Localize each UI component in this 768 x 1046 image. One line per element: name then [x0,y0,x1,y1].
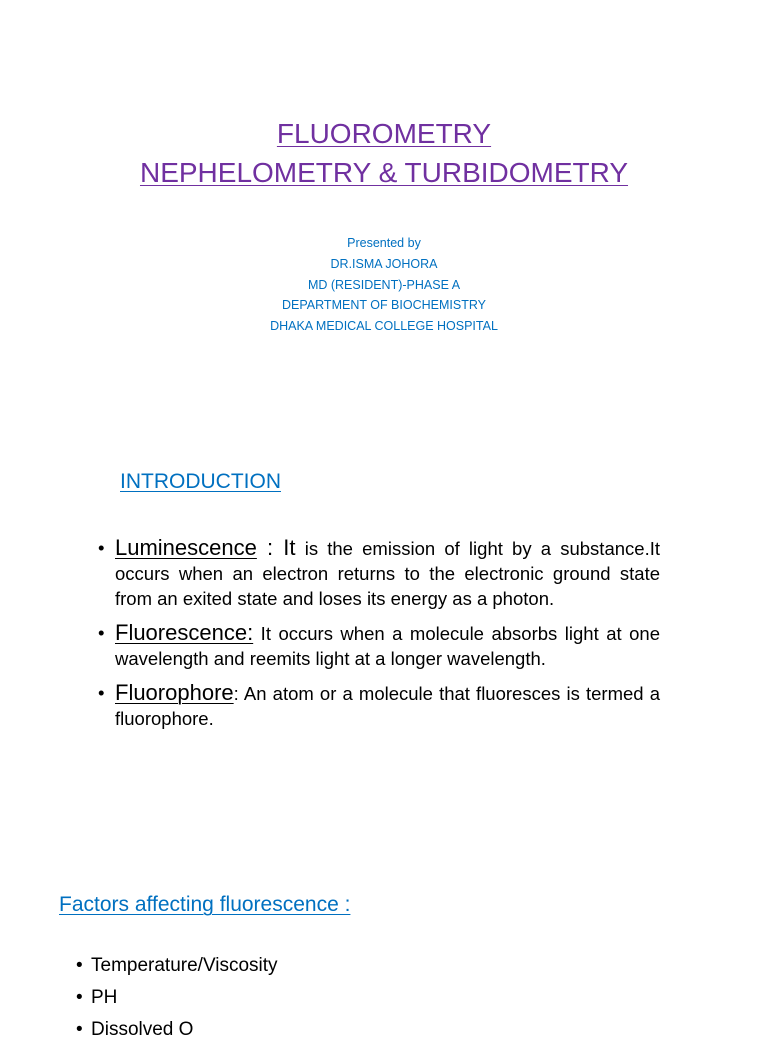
introduction-bullet-list [98,535,660,740]
term-lead: It [283,535,296,560]
factor-ph: PH [91,987,118,1008]
bullet-fluorescence [98,620,660,671]
factor-item [76,1014,278,1046]
factors-list [76,950,278,1046]
bullet-icon: • [98,622,105,643]
bullet-luminescence [98,535,660,611]
term-fluorophore: Fluorophore [115,680,234,705]
definition-fluorescence: It occurs when a molecule absorbs light at one wavelength and reemits light at a longer wavelength. [115,623,660,669]
definition-fluorophore: : An atom or a molecule that fluoresces is termed a fluorophore. [115,683,660,729]
term-luminescence: Luminescence [115,535,257,560]
bullet-icon: • [76,987,83,1008]
definition-luminescence: is the emission of light by a substance.It occurs when an electron returns to the electronic ground state from an exited state and loses its energy as a photon. [115,538,660,609]
document-title [0,114,768,192]
presenter-institution: DHAKA MEDICAL COLLEGE HOSPITAL [270,319,498,334]
bullet-fluorophore [98,680,660,731]
term-fluorescence: Fluorescence: [115,620,254,645]
term-separator: : [256,535,284,560]
bullet-icon: • [98,682,105,703]
bullet-icon: • [98,537,105,558]
title-line-1: FLUOROMETRY [276,118,492,149]
presenter-department: DEPARTMENT OF BIOCHEMISTRY [282,298,486,313]
factor-item [76,982,278,1014]
presenter-label: Presented by [347,236,421,250]
factor-item [76,950,278,982]
factors-heading: Factors affecting fluorescence : [59,893,351,916]
presenter-position: MD (RESIDENT)-PHASE A [307,277,461,292]
presenter-name: DR.ISMA JOHORA [330,256,438,271]
title-line-2: NEPHELOMETRY & TURBIDOMETRY [139,157,629,188]
bullet-icon: • [76,955,83,976]
factor-dissolved-oxygen: Dissolved O [91,1019,194,1040]
introduction-heading: INTRODUCTION [120,470,281,493]
presenter-info [0,233,768,337]
bullet-icon: • [76,1019,83,1040]
factor-temperature-viscosity: Temperature/Viscosity [91,955,278,976]
